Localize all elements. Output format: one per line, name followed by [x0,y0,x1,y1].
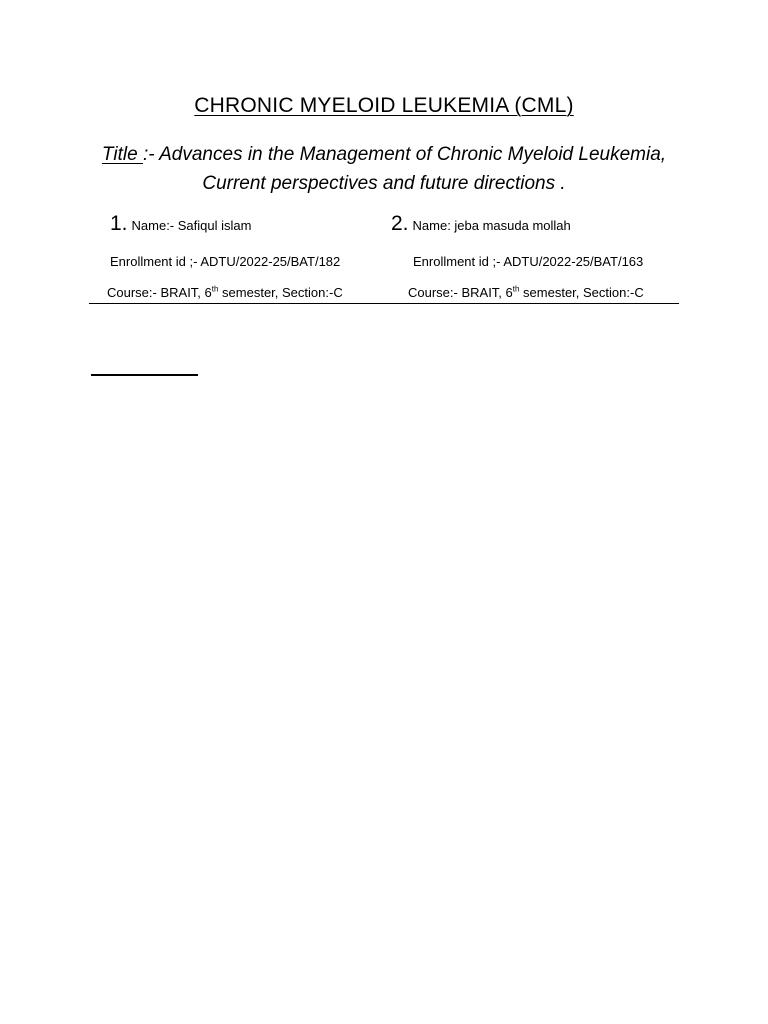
author-1-enrollment: Enrollment id ;- ADTU/2022-25/BAT/182 [110,254,341,269]
author-2-course-prefix: Course:- BRAIT, 6 [408,285,513,300]
title-label: Title [101,144,143,165]
author-2-name-row [391,212,571,236]
author-2-course [408,285,644,300]
author-2-number: 2. [391,212,409,235]
author-1-name: Name:- Safiqul islam [131,218,252,233]
title-text-line-1: :- Advances in the Management of Chronic Myeloid Leukemia, [142,144,667,165]
author-1-number: 1. [110,212,128,235]
document-heading [0,94,768,118]
short-divider-line [91,374,198,376]
author-1-course-suffix: semester, Section:-C [218,285,343,300]
author-1-course-prefix: Course:- BRAIT, 6 [107,285,212,300]
author-2-course-suffix: semester, Section:-C [519,285,644,300]
author-1-name-row [110,212,251,236]
author-1-course-sup: th [211,284,219,294]
title-line-1 [0,140,768,169]
author-1-course [107,285,343,300]
author-2-enrollment: Enrollment id ;- ADTU/2022-25/BAT/163 [413,254,644,269]
author-2-name: Name: jeba masuda mollah [412,218,571,233]
author-2-course-sup: th [512,284,520,294]
document-heading-text: CHRONIC MYELOID LEUKEMIA (CML) [194,94,574,117]
header-divider-line [89,303,679,304]
document-title [0,140,768,198]
title-line-2: Current perspectives and future directions . [202,173,566,194]
